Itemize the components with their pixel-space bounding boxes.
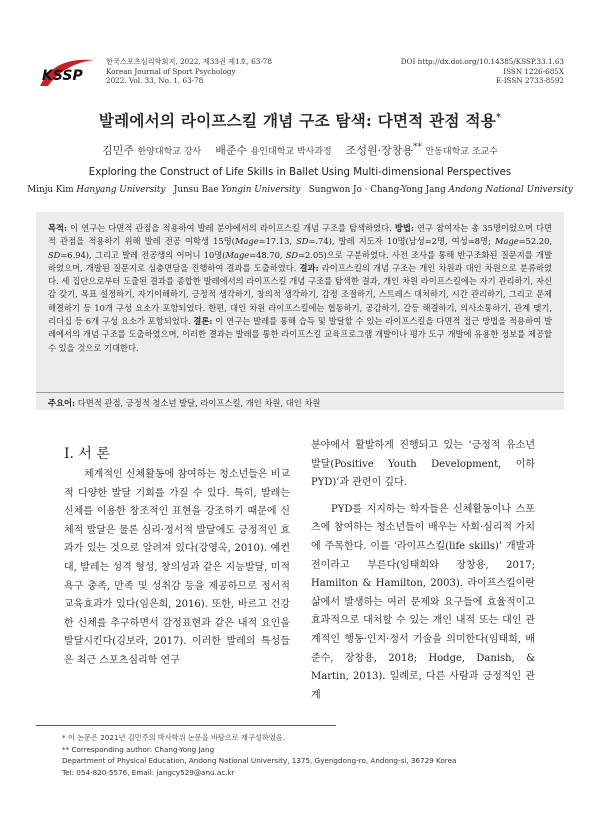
paper-title-korean — [0, 109, 600, 131]
abstract-method-label: 방법: — [394, 223, 414, 233]
authors-english — [0, 185, 600, 195]
title-footnote-mark: * — [496, 112, 502, 123]
keywords-divider — [36, 392, 564, 393]
footnote: * 이 논문은 2021년 김민주의 박사학위 논문을 바탕으로 재구성하였음. — [62, 733, 285, 742]
author-name: Minju Kim — [27, 185, 74, 195]
footnote-divider — [36, 725, 336, 726]
abstract-segment: 라이프스킬의 개념 구조는 개인 차원과 대인 차원으로 분류하였다. 세 집단으로부터 도출된 결과를 종합한 발레에서의 라이프스킬 개념 구조를 탐색한 결과, 개인 차원 라이프스킬에는 자기 관리하기, 자신감 갖기, 목표 설정하기, 자기이해하기, 긍정적 생각하기, 창의적 생각하기, 감정 조절하기, 스트레스 대처하기, 시간 관리하기, 그리고 문제 해결하기 등 10개 구성 요소가 포함되었다. 한편, 대인 차원 라이프스킬에는 협동하기, 공감하기, 갈등 해결하기, 의사소통하기, 관계 맺기, 리더십 등 6개 구성 요소가 포함되었다. — [48, 262, 552, 327]
abstract-segment: =2.05)으로 구분하였다. 사전 조사를 통해 반구조화된 질문지를 개발하였으며, 개발된 질문지로 심층면담을 진행하여 결과를 도출하였다. — [48, 249, 552, 273]
footnote: Tel: 054-820-5576, Email: jangcy529@anu.ac.kr — [62, 767, 235, 777]
author-affiliation: 한양대학교 강사 — [137, 147, 202, 157]
abstract-segment: =17.13, — [258, 236, 297, 247]
author-affiliation: 용인대학교 박사과정 — [250, 147, 332, 157]
abstract-result-label: 결과: — [299, 262, 319, 273]
abstract-segment: 연구 참여자는 총 35명이었으며 다면적 관점을 적용하기 위해 발레 전공 여학생 15명( — [48, 223, 553, 247]
abstract-stat: SD — [285, 249, 299, 260]
abstract-stat: Mage — [234, 236, 259, 247]
section-heading: I. 서 론 — [64, 446, 110, 462]
doi-issn-info — [401, 57, 564, 86]
eissn-line: E-ISSN 2733-8592 — [496, 76, 564, 86]
author-affiliation: 안동대학교 조교수 — [425, 147, 498, 157]
footnotes — [62, 732, 456, 778]
abstract-stat: SD — [48, 249, 61, 260]
author-footnote-mark: ** — [412, 142, 422, 153]
author-affiliation: Hanyang University — [76, 185, 166, 195]
body-left-column: 체계적인 신체활동에 참여하는 청소년들은 비교적 다양한 발달 기회를 가질 수 있다. 특히, 발레는 신체를 이용한 창조적인 표현을 강조하기 때문에 신체적 발달은 물론 심리·정서적 발달에도 긍정적인 효과가 있는 것으로 알려져 있다(강영옥, 2010). 예컨대, 발레는 성격 형성, 창의성과 같은 지능발달, 미적 욕구 충족, 만족 및 성취감 등을 제공하므로 정서적 교육효과가 있다(임은희, 2016). 또한, 바르고 건강한 신체를 추구하면서 감정표현과 같은 내적 요인을 발달시킨다(김보라, 2017). 이러한 발레의 특성들은 최근 스포츠심리학 연구 — [64, 469, 290, 666]
abstract-stat: Mage — [225, 249, 250, 260]
keywords — [48, 397, 320, 409]
abstract-text — [48, 222, 552, 355]
author-name: Sungwon Jo · Chang-Yong Jang — [308, 185, 446, 195]
abstract-segment: =48.70, — [249, 249, 286, 260]
author-affiliation: Yongin University — [221, 185, 301, 195]
keywords-label: 주요어: — [48, 398, 76, 408]
svg-text:KSSP: KSSP — [42, 68, 83, 84]
paper-title-english: Exploring the Construct of Life Skills in Ballet Using Multi-dimensional Perspectives — [88, 167, 512, 178]
abstract-stat: SD — [296, 236, 309, 247]
abstract-segment: =.74), 발레 지도자 10명(남성=2명, 여성=8명; — [308, 236, 495, 247]
body-paragraph: PYD를 지지하는 학자들은 신체활동이나 스포츠에 참여하는 청소년들이 배우는 사회·심리적 가치에 주목한다. 이를 ‘라이프스킬(life skills)’ 개발과 전이라고 부른다(임태희와 장창용, 2017; Hamilton & Hamilton, 2003). 라이프스킬이란 삶에서 발생하는 여러 문제와 요구들에 효율적이고 효과적으로 대처할 수 있는 개인 내적 또는 대인 관계적인 행동·인지·정서 기술을 의미한다(임태희, 배준수, 장창용, 2018; Hodge, Danish, & Martin, 2013). 일례로, 다른 사람과 긍정적인 관계 — [311, 503, 535, 701]
body-paragraph: 분야에서 활발하게 진행되고 있는 ‘긍정적 유소년 발달(Positive Youth Development, 이하 PYD)’과 관련이 깊다. — [311, 440, 535, 489]
footnote: ** Corresponding author: Chang-Yong Jang — [62, 744, 215, 754]
abstract-stat: Mage — [495, 236, 519, 247]
abstract-purpose-label: 목적: — [48, 223, 68, 233]
journal-info — [106, 57, 272, 86]
doi-link[interactable]: DOI http://dx.doi.org/10.14385/KSSP.33.1.63 — [400, 57, 564, 66]
title-text: 발레에서의 라이프스킬 개념 구조 탐색: 다면적 관점 적용 — [98, 111, 497, 130]
author-name: Junsu Bae — [173, 185, 219, 195]
author-name: 배준수 — [215, 144, 248, 157]
author-affiliation: Andong National University — [448, 185, 573, 195]
abstract-conclusion-label: 결론: — [193, 316, 213, 327]
kssp-logo — [36, 56, 98, 92]
author-name: 조성원·장창용 — [345, 144, 413, 157]
body-right-column — [311, 437, 535, 705]
abstract-segment: =52.20, — [518, 236, 553, 247]
journal-info-line: 2022. Vol. 33, No. 1, 63-78 — [106, 76, 204, 86]
issn-line: ISSN 1226-685X — [503, 66, 564, 76]
journal-info-line: 한국스포츠심리학회지, 2022, 제33권 제1호, 63-78 — [106, 57, 272, 66]
abstract-segment: 이 연구는 다면적 관점을 적용하여 발레 분야에서의 라이프스킬 개념 구조를 탐색하였다. — [67, 223, 395, 233]
author-name: 김민주 — [102, 144, 134, 157]
keywords-text: 다면적 관점, 긍정적 청소년 발달, 라이프스킬, 개인 차원, 대인 차원 — [75, 398, 321, 408]
authors-korean — [0, 142, 600, 158]
abstract-segment: 이 연구는 발레를 통해 습득 및 발달할 수 있는 라이프스킬을 다면적 접근 방법을 적용하여 발레에서의 개념 구조를 도출하였으며, 이러한 결과는 발레를 통한 라이프스킬 교육프로그램 개발이나 평가 도구 개발에 유용한 정보를 제공할 수 있을 것으로 기대한다. — [48, 316, 552, 353]
abstract-segment: =6.94), 그리고 발레 전공생의 어머니 10명( — [60, 249, 226, 260]
journal-info-line: Korean Journal of Sport Psychology — [106, 66, 236, 76]
footnote: Department of Physical Education, Andong National University, 1375, Gyengdong-ro, Andong-si, 36729 Korea — [62, 756, 457, 766]
abstract-box — [36, 212, 564, 410]
